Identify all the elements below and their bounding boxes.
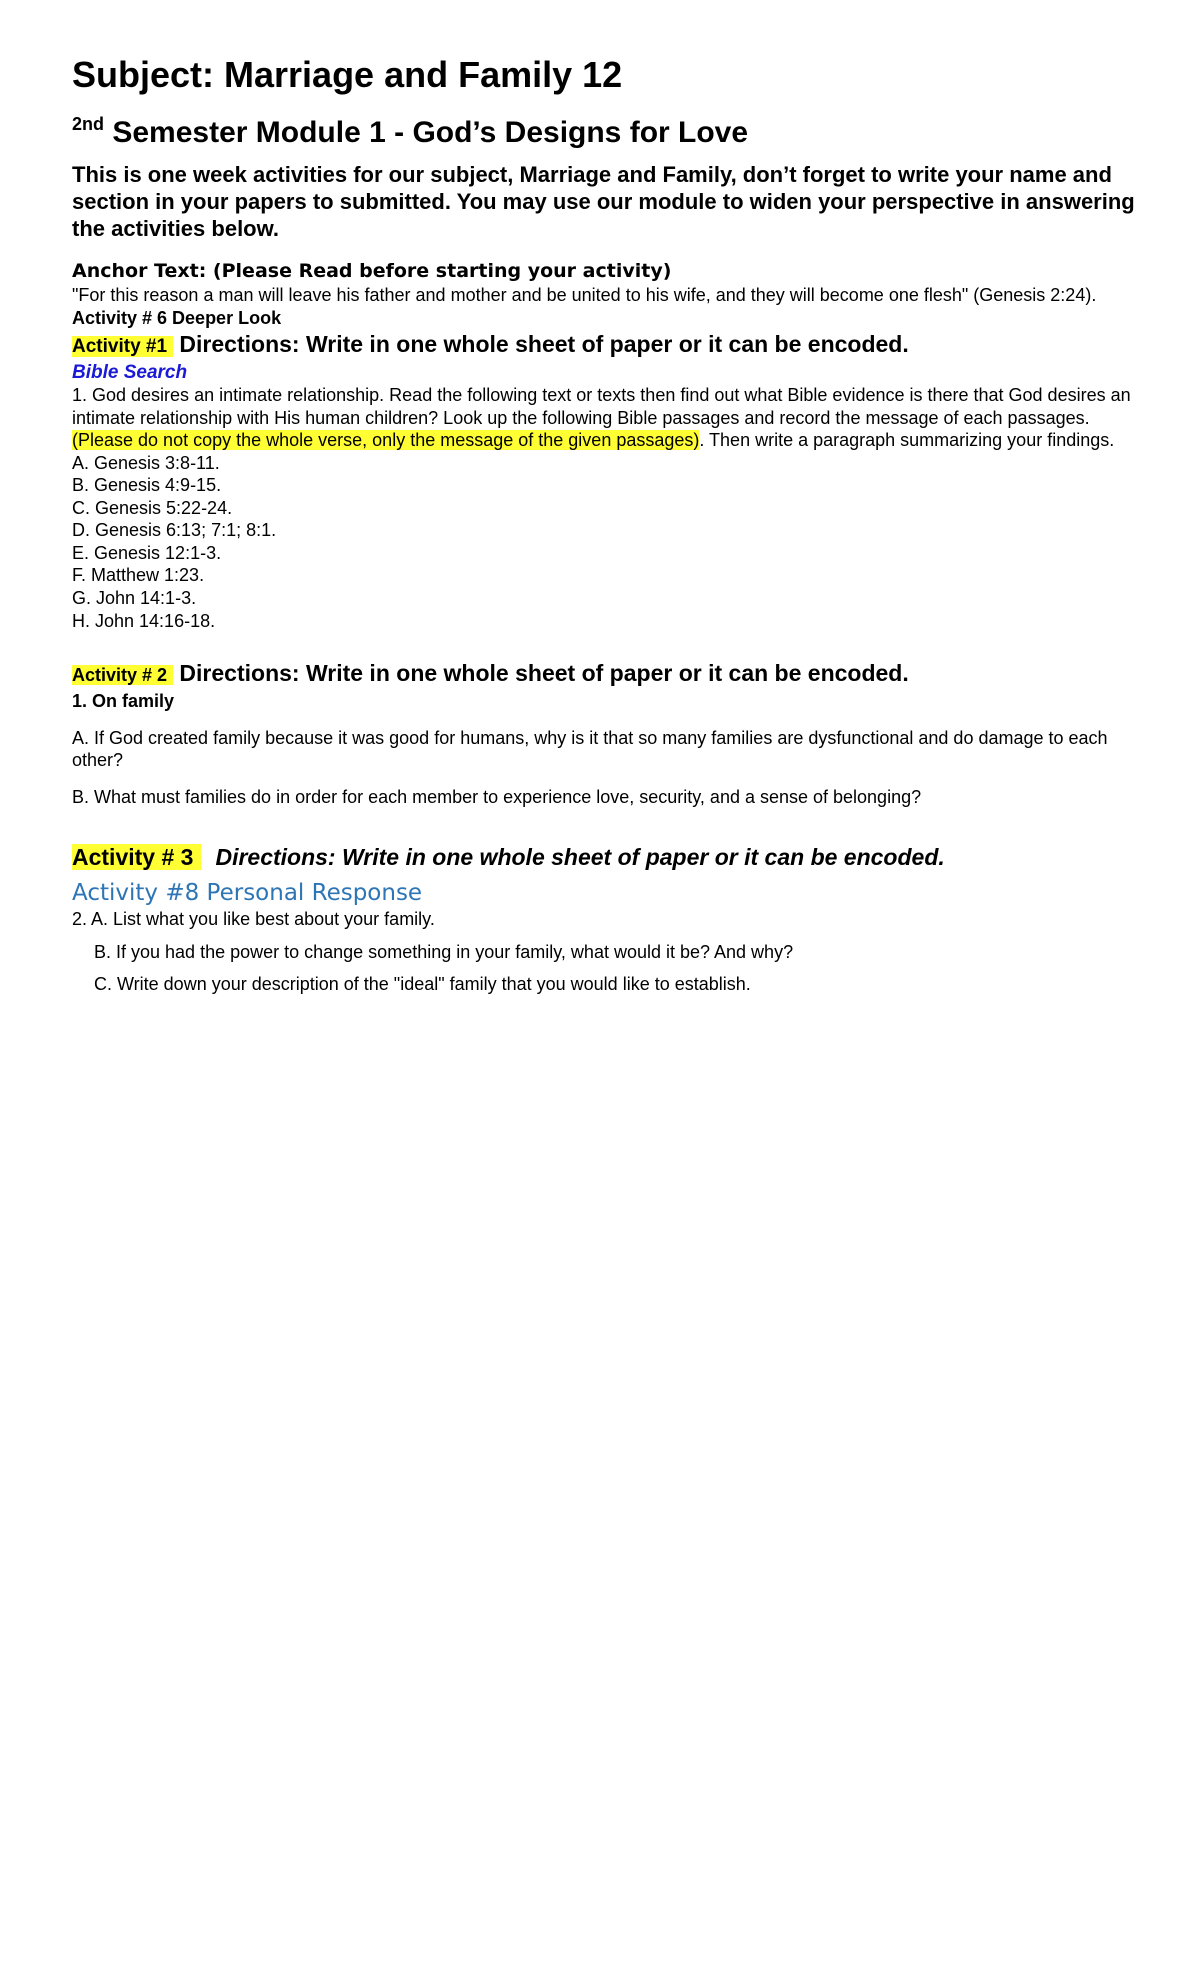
list-item: E. Genesis 12:1-3. — [72, 542, 222, 563]
intro-paragraph: This is one week activities for our subject, Marriage and Family, don’t forget to write your name and section in your papers to submitted. You may use our module to widen your perspective in answering the activities below. — [72, 162, 1135, 241]
spacer — [72, 963, 1142, 973]
activity3-question-a: 2. A. List what you like best about your family. — [72, 909, 435, 930]
document-page — [72, 52, 1142, 996]
spacer — [72, 772, 1142, 786]
list-item: H. John 14:16-18. — [72, 610, 216, 631]
spacer — [72, 931, 1142, 941]
list-item: G. John 14:1-3. — [72, 588, 197, 609]
activity1-question-part1: 1. God desires an intimate relationship. Read the following text or texts then find out what Bible evidence is there that God desires an intimate relationship with His human children? Look up the following Bible passages and record the message of each passages. — [72, 385, 1131, 428]
spacer — [72, 632, 1142, 658]
activity1-heading — [72, 329, 1142, 362]
list-item: B. Genesis 4:9-15. — [72, 475, 222, 496]
activity2-heading — [72, 658, 1142, 690]
activity1-question-part2: . Then write a paragraph summarizing your findings. — [699, 430, 1115, 450]
list-item: C. Genesis 5:22-24. — [72, 497, 233, 518]
bible-passage-list — [72, 452, 1142, 633]
activity1-label: Activity #1 — [72, 336, 173, 357]
personal-response-heading: Activity #8 Personal Response — [72, 880, 423, 907]
anchor-text-heading: Anchor Text: (Please Read before starting your activity) — [72, 260, 672, 282]
activity3-question-c: C. Write down your description of the "ideal" family that you would like to establish. — [94, 974, 751, 995]
list-item: D. Genesis 6:13; 7:1; 8:1. — [72, 520, 277, 541]
activity1-question-highlight: (Please do not copy the whole verse, only the message of the given passages) — [72, 430, 700, 450]
document-subtitle — [72, 104, 1142, 153]
activity6-heading: Activity # 6 Deeper Look — [72, 307, 282, 328]
activity2-topic: 1. On family — [72, 691, 175, 712]
activity2-question-b: B. What must families do in order for each member to experience love, security, and a sense of belonging? — [72, 786, 922, 807]
activity1-question — [72, 384, 1142, 452]
activity2-directions: Directions: Write in one whole sheet of paper or it can be encoded. — [173, 660, 909, 687]
list-item: A. Genesis 3:8-11. — [72, 452, 220, 473]
activity3-heading — [72, 842, 1142, 872]
semester-ordinal: 2nd — [72, 114, 105, 134]
anchor-quote: "For this reason a man will leave his father and mother and be united to his wife, and they will become one flesh" (Genesis 2:24). — [72, 285, 1097, 305]
subtitle-text: Semester Module 1 - God’s Designs for Love — [104, 116, 749, 149]
activity3-label: Activity # 3 — [72, 844, 201, 870]
spacer — [72, 713, 1142, 727]
bible-search-heading: Bible Search — [72, 362, 188, 383]
spacer — [72, 808, 1142, 842]
activity2-label: Activity # 2 — [72, 665, 173, 685]
list-item: F. Matthew 1:23. — [72, 565, 205, 586]
activity2-question-a: A. If God created family because it was good for humans, why is it that so many families are dysfunctional and do damage to each other? — [72, 727, 1108, 771]
activity1-directions: Directions: Write in one whole sheet of paper or it can be encoded. — [173, 331, 909, 357]
activity3-directions: Directions: Write in one whole sheet of paper or it can be encoded. — [215, 844, 945, 871]
document-title: Subject: Marriage and Family 12 — [72, 54, 623, 95]
activity3-question-b: B. If you had the power to change something in your family, what would it be? And why? — [94, 941, 794, 962]
